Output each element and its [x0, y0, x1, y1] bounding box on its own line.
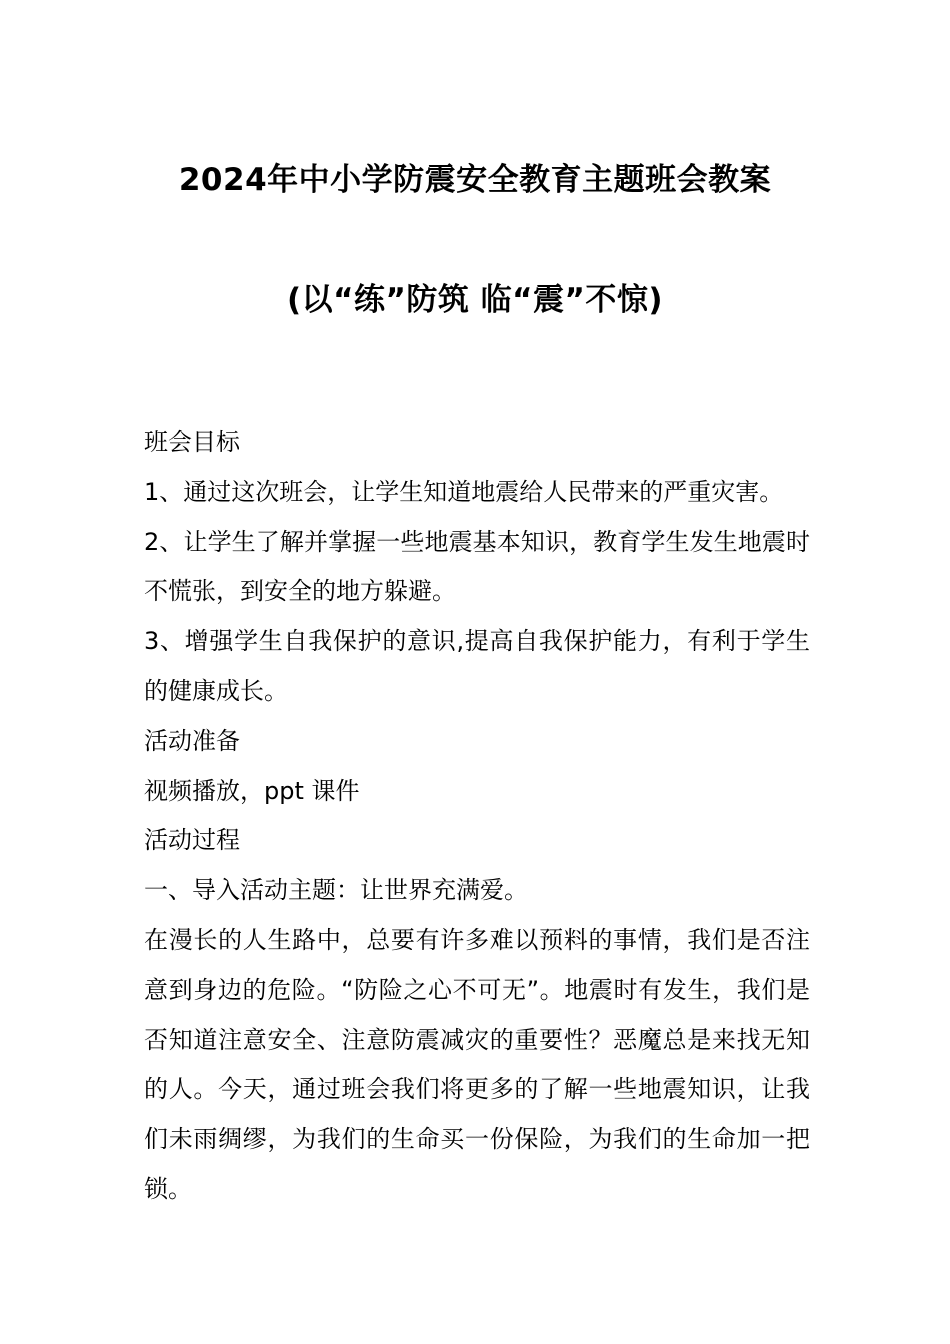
- goal-item-1: 1、通过这次班会，让学生知道地震给人民带来的严重灾害。: [144, 477, 784, 506]
- document-body: [144, 418, 810, 1215]
- document-subtitle: (以“练”防筑 临“震”不惊): [286, 282, 664, 318]
- section-heading-process: 活动过程: [144, 826, 240, 855]
- preparation-text: 视频播放，ppt 课件: [144, 776, 360, 805]
- section-heading-goals: 班会目标: [144, 428, 240, 456]
- intro-paragraph: 在漫长的人生路中，总要有许多难以预料的事情，我们是否注意到身边的危险。“防险之心不可无”。地震时有发生，我们是否知道注意安全、注意防震减灾的重要性？恶魔总是来找无知的人。今天，通过班会我们将更多的了解一些地震知识，让我们未雨绸缪，为我们的生命买一份保险，为我们的生命加一把锁。: [144, 925, 810, 1203]
- goal-item-3: 3、增强学生自我保护的意识,提高自我保护能力，有利于学生的健康成长。: [144, 627, 810, 705]
- document-title: 2024年中小学防震安全教育主题班会教案: [178, 162, 772, 198]
- process-step-1: 一、导入活动主题：让世界充满爱。: [144, 876, 528, 905]
- section-heading-preparation: 活动准备: [144, 726, 240, 755]
- goal-item-2: 2、让学生了解并掌握一些地震基本知识，教育学生发生地震时不慌张，到安全的地方躲避。: [144, 527, 810, 606]
